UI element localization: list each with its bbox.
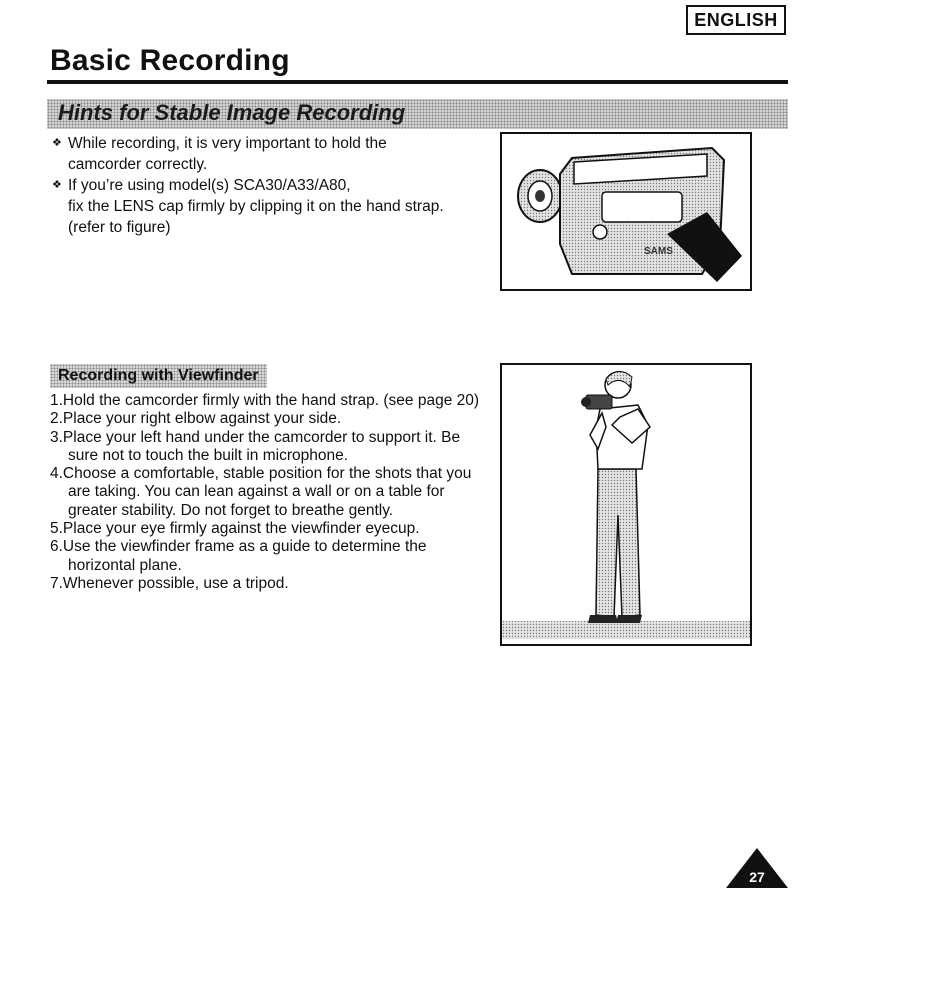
viewfinder-steps (50, 392, 490, 593)
page-number-badge (726, 848, 788, 888)
step-item: 1.Hold the camcorder firmly with the hand strap. (see page 20) (50, 392, 480, 409)
person-holding-camcorder-icon (502, 365, 750, 644)
step-item: 3.Place your left hand under the camcorder to support it. Be sure not to touch the built in microphone. (50, 428, 461, 464)
camcorder-brand-text: SAMS (644, 246, 673, 257)
hint-item (50, 175, 490, 238)
camcorder-figure (500, 132, 752, 291)
language-badge: ENGLISH (686, 5, 786, 35)
hint-item (50, 133, 490, 175)
hint-list (50, 133, 490, 238)
bullet-icon: ❖ (52, 137, 62, 149)
camcorder-illustration-icon (502, 134, 750, 289)
hint-line: camcorder correctly. (68, 156, 208, 173)
viewfinder-heading: Recording with Viewfinder (50, 364, 267, 388)
hint-line: fix the LENS cap firmly by clipping it on the hand strap. (68, 198, 444, 215)
title-divider (47, 80, 788, 84)
page-number: 27 (749, 869, 765, 885)
step-item: 2.Place your right elbow against your side. (50, 410, 342, 428)
hint-line: If you’re using model(s) SCA30/A33/A80, (68, 177, 351, 194)
step-item: 7.Whenever possible, use a tripod. (50, 574, 289, 592)
section-title: Hints for Stable Image Recording (58, 100, 406, 125)
step-item: 5.Place your eye firmly against the viewfinder eyecup. (50, 520, 420, 538)
page-title: Basic Recording (50, 44, 290, 77)
bullet-icon: ❖ (52, 179, 62, 191)
step-item: 4.Choose a comfortable, stable position for the shots that you are taking. You can lean against a wall or on a table for greater stability. Do not forget to breathe gently. (50, 465, 472, 519)
step-item: 6.Use the viewfinder frame as a guide to determine the horizontal plane. (50, 538, 427, 574)
hint-line: (refer to figure) (68, 219, 171, 236)
viewfinder-figure (500, 363, 752, 646)
hint-line: While recording, it is very important to hold the (68, 135, 387, 152)
